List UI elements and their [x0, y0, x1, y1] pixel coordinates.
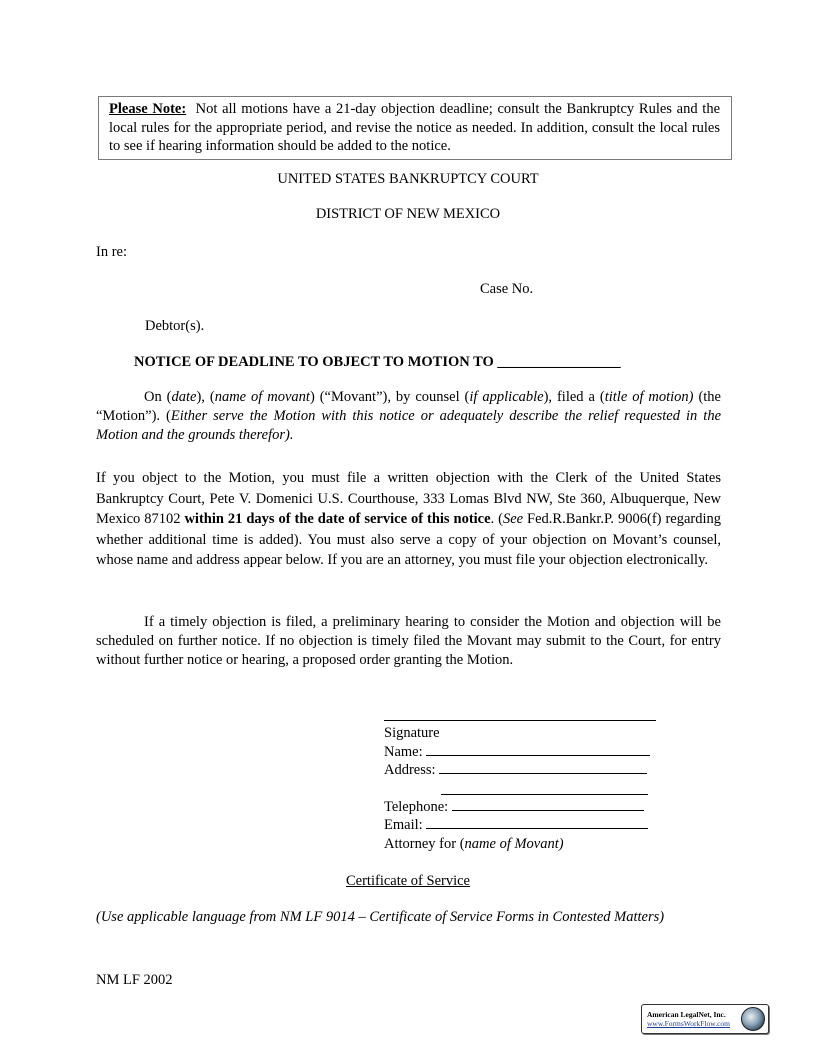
telephone-label: Telephone: — [384, 799, 449, 815]
certificate-heading-wrap — [0, 872, 816, 891]
american-legalnet-logo[interactable] — [641, 1004, 769, 1034]
telephone-blank — [452, 799, 644, 811]
signature-line — [384, 720, 656, 721]
please-note-text: Not all motions have a 21-day objection deadline; consult the Bankruptcy Rules and the local rules for the appropriate period, and revise the notice as needed. In addition, consult the local rules to see if hearing information should be added to the notice. — [109, 101, 721, 154]
attorney-for-line: Attorney for (name of Movant) — [384, 836, 564, 852]
paragraph-motion-filed: On (date), (name of movant) (“Movant”), by counsel (if applicable), filed a (title of motion) (the “Motion”). (Either serve the Motion with this notice or adequately describe the relief requested in the Motion and the grounds therefor). — [96, 389, 722, 443]
email-blank — [426, 817, 648, 829]
signature-label: Signature — [384, 725, 440, 741]
name-label: Name: — [384, 744, 423, 760]
debtors-label: Debtor(s). — [145, 318, 205, 334]
address-blank-line-2 — [441, 794, 648, 795]
certificate-heading: Certificate of Service — [346, 873, 470, 889]
logo-company-name: American LegalNet, Inc. — [647, 1010, 726, 1019]
paragraph-objection-instructions: If you object to the Motion, you must file a written objection with the Clerk of the United States Bankruptcy Court, Pete V. Domenici U.S. Courthouse, 333 Lomas Blvd NW, Ste 360, Albuquerque, New Mexico 87102 within 21 days of the date of service of this notice. (See Fed.R.Bankr.P. 9006(f) regarding whether additional time is added). You must also serve a copy of your objection on Movant’s counsel, whose name and address appear below. If you are an attorney, you must file your objection electronically. — [96, 470, 721, 568]
address-field — [384, 761, 647, 780]
address-label: Address: — [384, 762, 436, 778]
case-number-label: Case No. — [480, 281, 534, 297]
email-field — [384, 816, 648, 835]
notice-title: NOTICE OF DEADLINE TO OBJECT TO MOTION TO _________________ — [134, 354, 621, 370]
paragraph-hearing: If a timely objection is filed, a preliminary hearing to consider the Motion and objection will be scheduled on further notice. If no objection is timely filed the Movant may submit to the Court, for entry without further notice or hearing, a proposed order granting the Motion. — [96, 614, 721, 668]
certificate-text: (Use applicable language from NM LF 9014 – Certificate of Service Forms in Contested Matters) — [96, 909, 665, 925]
court-name: UNITED STATES BANKRUPTCY COURT — [277, 171, 539, 187]
globe-icon — [741, 1007, 765, 1031]
email-label: Email: — [384, 817, 423, 833]
address-blank — [439, 762, 647, 774]
court-district: DISTRICT OF NEW MEXICO — [315, 206, 501, 222]
form-identifier: NM LF 2002 — [96, 972, 173, 988]
logo-website-link[interactable]: www.FormsWorkFlow.com — [647, 1019, 731, 1028]
in-re-label: In re: — [96, 244, 127, 260]
please-note-label: Please Note: — [109, 101, 187, 117]
name-field — [384, 743, 650, 762]
telephone-field — [384, 798, 644, 817]
name-blank — [426, 744, 650, 756]
please-note-box — [98, 96, 732, 160]
